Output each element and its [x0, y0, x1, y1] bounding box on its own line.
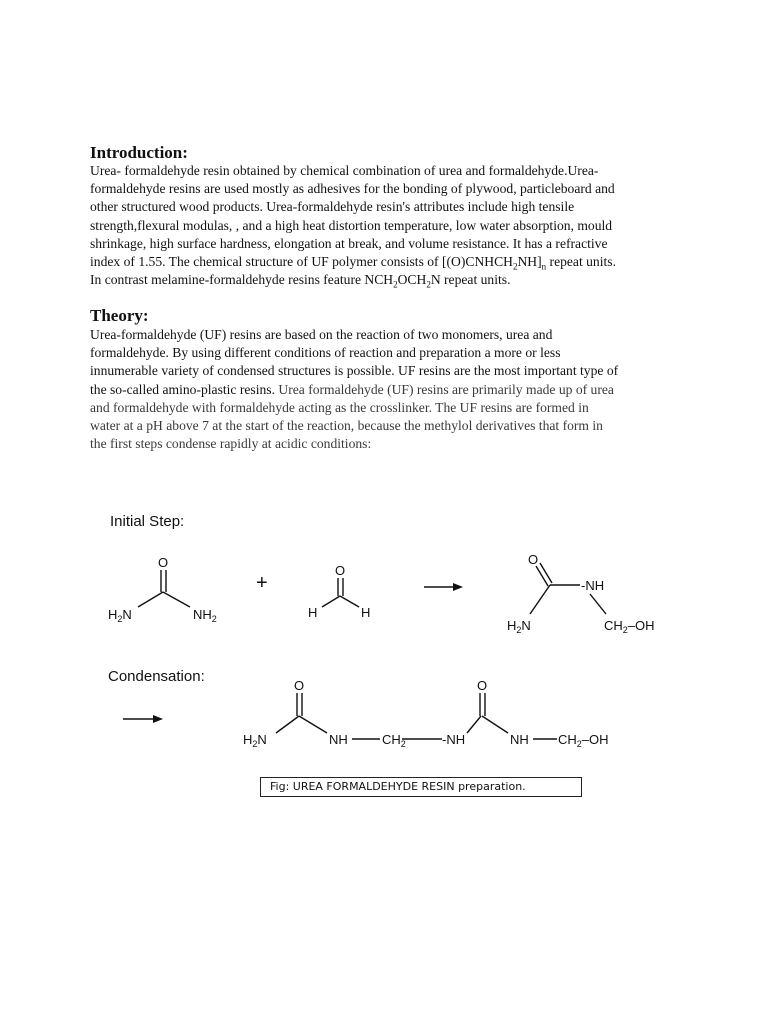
theory-heading: Theory:	[90, 306, 149, 325]
intro-line: In contrast melamine-formaldehyde resins feature $NCH_2OCH_2N$ repeat units.	[90, 272, 511, 290]
reaction-arrow	[424, 583, 463, 591]
urea-oxygen: O	[158, 555, 169, 570]
intro-line: strength,flexural modulas, , and a high heat distortion temperature, low water absorption, mould	[90, 217, 613, 233]
introduction-heading: Introduction:	[90, 143, 188, 162]
chain-nh-2: -NH	[442, 732, 466, 747]
chain-nh-1: NH	[329, 732, 348, 747]
intro-line: formaldehyde resins are used mostly as adhesives for the bonding of plywood, particleboard and	[90, 181, 615, 197]
intro-line: Urea- formaldehyde resin obtained by chemical combination of urea and formaldehyde.Urea-	[90, 163, 599, 178]
intro-line: shrinkage, high surface hardness, elongation at break, and volume resistance. It has a refractive	[90, 235, 608, 251]
urea-molecule	[138, 570, 190, 607]
theory-line: Urea-formaldehyde (UF) resins are based on the reaction of two monomers, urea and	[90, 327, 553, 342]
formaldehyde-h-left: H	[308, 605, 318, 620]
plus-sign: +	[256, 572, 268, 594]
chain-ch2oh: $CH_2-OH$	[558, 732, 609, 749]
chain-h2n: $H_2N$	[243, 732, 267, 749]
urea-h2n: $H_2N$	[108, 607, 132, 624]
theory-line: formaldehyde. By using different conditions of reaction and preparation a more or less	[90, 345, 561, 361]
theory-line: and formaldehyde with formaldehyde acting as the crosslinker. The UF resins are formed in	[90, 399, 589, 415]
chain-oxygen-1: O	[294, 678, 305, 693]
condensation-arrow	[123, 715, 163, 723]
product-oxygen: O	[528, 552, 539, 567]
condensation-label: Condensation:	[108, 668, 205, 685]
intro-line: other structured wood products. Urea-formaldehyde resin's attributes include high tensile	[90, 199, 575, 215]
formaldehyde-oxygen: O	[335, 563, 346, 578]
theory-line: the first steps condense rapidly at acidic conditions:	[90, 436, 372, 452]
product-h2n: $H_2N$	[507, 618, 531, 635]
chain-ch2-1: $CH_2$	[382, 732, 406, 749]
product-ch2oh: $CH_2-OH$	[604, 618, 655, 635]
theory-paragraph	[90, 326, 680, 453]
formaldehyde-molecule	[322, 578, 359, 607]
formaldehyde-h-right: H	[361, 605, 371, 620]
theory-line: water at a pH above 7 at the start of the reaction, because the methylol derivatives that form in	[90, 418, 603, 434]
intro-line: index of 1.55. The chemical structure of UF polymer consists of $[(O)CNHCH_2NH]_n$ repeat units.	[90, 254, 616, 272]
chain-oxygen-2: O	[477, 678, 488, 693]
figure-caption: Fig: UREA FORMALDEHYDE RESIN preparation.	[260, 777, 582, 797]
chain-nh-3: NH	[510, 732, 529, 747]
product-nh: -NH	[581, 578, 605, 593]
theory-line: innumerable variety of condensed structures is possible. UF resins are the most important type of	[90, 363, 619, 379]
urea-nh2: $NH_2$	[193, 607, 217, 624]
introduction-paragraph	[90, 162, 680, 289]
initial-step-label: Initial Step:	[110, 513, 185, 530]
reaction-scheme	[0, 490, 768, 775]
theory-line: the so-called amino-plastic resins. Urea formaldehyde (UF) resins are primarily made up of urea	[90, 381, 614, 397]
